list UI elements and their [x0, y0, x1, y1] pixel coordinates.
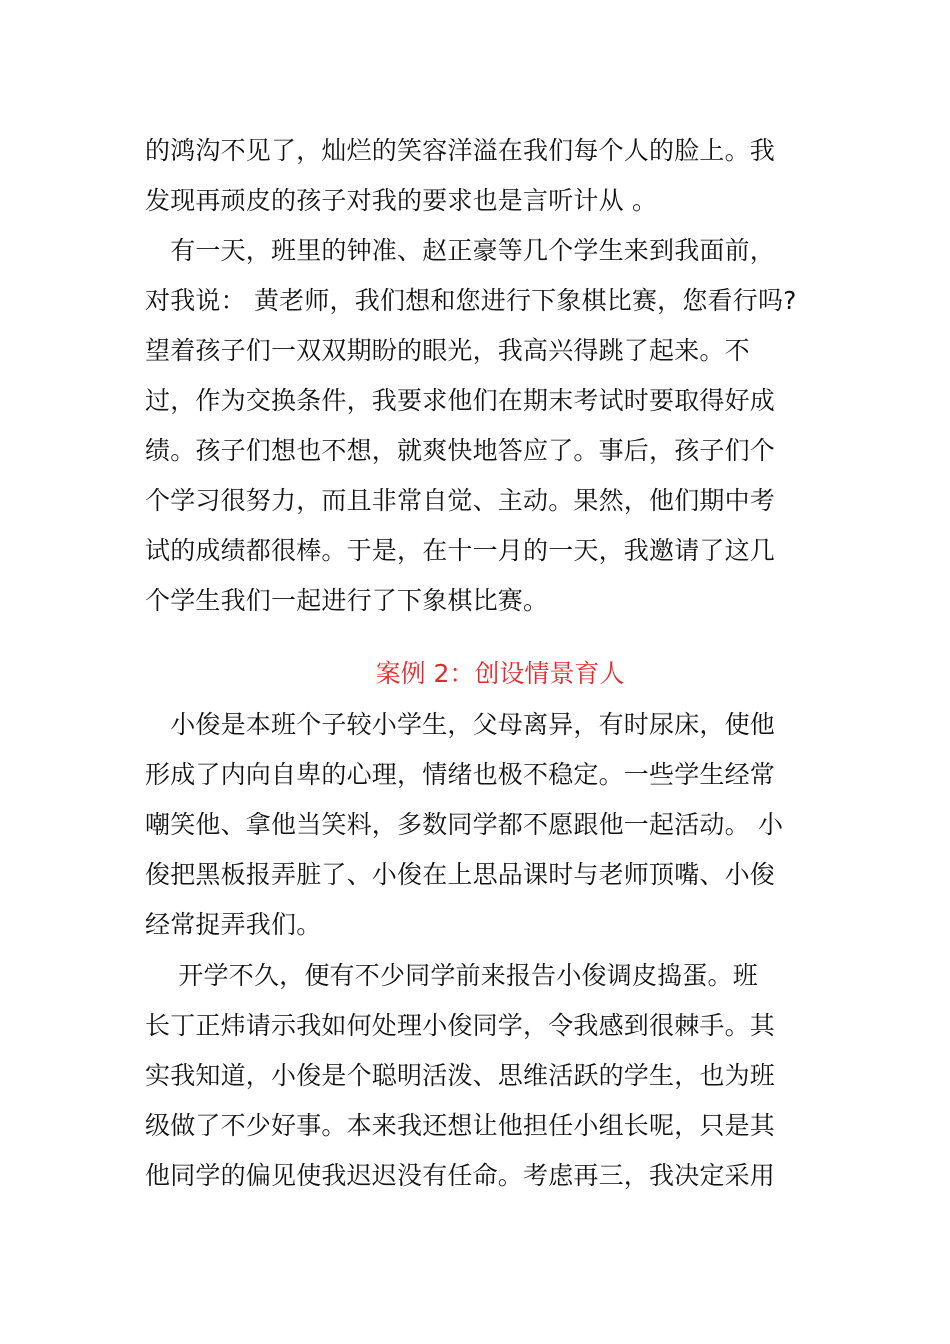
text-line: 嘲笑他、拿他当笑料，多数同学都不愿跟他一起活动。 小	[145, 810, 784, 839]
text-line: 绩。孩子们想也不想，就爽快地答应了。事后，孩子们个	[145, 436, 776, 465]
text-line: 发现再顽皮的孩子对我的要求也是言听计从 。	[145, 186, 658, 215]
text-line: 经常捉弄我们。	[145, 910, 322, 939]
text-line: 他同学的偏见使我迟迟没有任命。考虑再三，我决定采用	[145, 1161, 776, 1190]
text-line: 开学不久，便有不少同学前来报告小俊调皮捣蛋。班	[145, 961, 758, 990]
text-line: 级做了不少好事。本来我还想让他担任小组长呢，只是其	[145, 1111, 776, 1140]
text-line: 望着孩子们一双双期盼的眼光，我高兴得跳了起来。不	[145, 336, 750, 365]
text-line: 实我知道，小俊是个聪明活泼、思维活跃的学生，也为班	[145, 1061, 776, 1090]
text-line: 试的成绩都很棒。于是，在十一月的一天，我邀请了这几	[145, 536, 776, 565]
text-line: 俊把黑板报弄脏了、小俊在上思品课时与老师顶嘴、小俊	[145, 860, 776, 889]
text-line: 个学生我们一起进行了下象棋比赛。	[145, 586, 549, 615]
text-line: 有一天，班里的钟准、赵正豪等几个学生来到我面前，	[145, 236, 776, 265]
text-line: 过，作为交换条件，我要求他们在期末考试时要取得好成	[145, 386, 776, 415]
text-line: 的鸿沟不见了，灿烂的笑容洋溢在我们每个人的脸上。我	[145, 136, 776, 165]
text-line: 小俊是本班个子较小学生，父母离异，有时尿床，使他	[145, 710, 776, 739]
text-line: 个学习很努力，而且非常自觉、主动。果然，他们期中考	[145, 486, 776, 515]
text-line: 长丁正炜请示我如何处理小俊同学，令我感到很棘手。其	[145, 1011, 776, 1040]
text-line: 对我说： 黄老师，我们想和您进行下象棋比赛，您看行吗?	[145, 286, 797, 315]
section-heading: 案例 2：创设情景育人	[375, 659, 625, 688]
text-line: 形成了内向自卑的心理，情绪也极不稳定。一些学生经常	[145, 760, 776, 789]
